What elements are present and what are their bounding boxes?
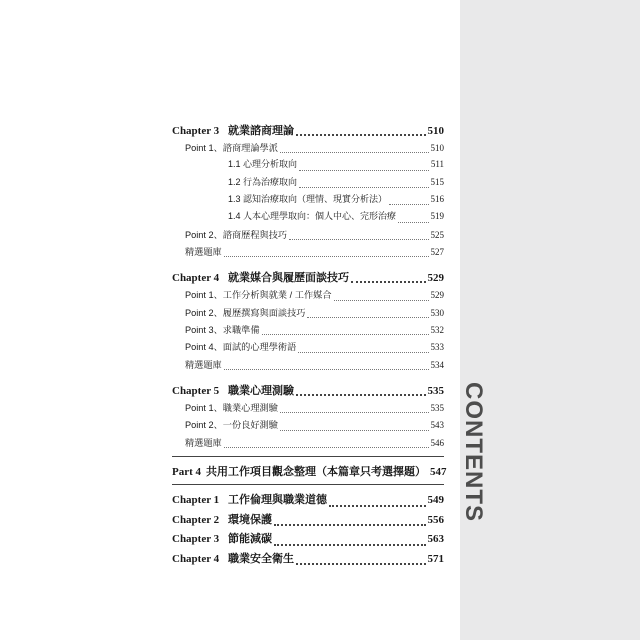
page-number: 571 xyxy=(427,552,444,565)
page-number: 519 xyxy=(430,211,444,222)
toc-point[interactable] xyxy=(172,339,444,356)
dot-leader xyxy=(224,255,429,257)
page-number: 547 xyxy=(430,466,447,479)
section-divider xyxy=(172,456,444,457)
chapter-title: 工作倫理與職業道德 xyxy=(228,494,327,507)
point-label: Point 3、求職準備 xyxy=(185,325,260,336)
part-title: 共用工作項目觀念整理（本篇章只考選擇題） xyxy=(206,466,426,479)
dot-leader xyxy=(296,133,426,136)
chapter-number: Chapter 4 xyxy=(172,552,220,565)
dot-leader xyxy=(274,523,426,526)
dot-leader xyxy=(289,238,428,240)
toc-point[interactable] xyxy=(172,227,444,244)
toc-part4-chapter-1[interactable] xyxy=(172,491,444,511)
page-number: 515 xyxy=(430,176,444,187)
toc-point[interactable] xyxy=(172,417,444,434)
chapter-number: Chapter 4 xyxy=(172,272,220,285)
point-label: Point 2、履歷撰寫與面談技巧 xyxy=(185,307,306,318)
dot-leader xyxy=(334,299,429,301)
point-label: Point 1、諮商理論學派 xyxy=(185,143,278,154)
toc-part4-chapter-2[interactable] xyxy=(172,511,444,531)
question-bank-label: 精選題庫 xyxy=(185,437,222,448)
page-number: 525 xyxy=(430,229,444,240)
dot-leader xyxy=(224,446,429,448)
page-number: 556 xyxy=(427,513,444,526)
page-number: 529 xyxy=(427,272,444,285)
point-label: Point 1、職業心理測驗 xyxy=(185,403,278,414)
page-number: 535 xyxy=(427,384,444,397)
chapter-title: 職業安全衛生 xyxy=(228,552,294,565)
dot-leader xyxy=(389,203,428,205)
toc-point[interactable] xyxy=(172,287,444,304)
page-number: 549 xyxy=(427,494,444,507)
page-number: 529 xyxy=(430,290,444,301)
page-number: 546 xyxy=(430,437,444,448)
toc-part4-chapter-3[interactable] xyxy=(172,530,444,550)
chapter-number: Chapter 1 xyxy=(172,494,220,507)
toc-point[interactable] xyxy=(172,305,444,322)
toc-part4-chapter-4[interactable] xyxy=(172,550,444,570)
subsection-label: 1.2 行為治療取向 xyxy=(228,176,298,187)
page-number: 532 xyxy=(430,325,444,336)
page-number: 510 xyxy=(427,125,444,137)
chapter-title: 環境保護 xyxy=(228,513,272,526)
question-bank-label: 精選題庫 xyxy=(185,246,222,257)
toc-question-bank[interactable] xyxy=(172,435,444,452)
toc-subsection[interactable] xyxy=(172,157,444,174)
point-label: Point 1、工作分析與就業 / 工作媒合 xyxy=(185,290,332,301)
toc-chapter-3[interactable] xyxy=(172,122,444,140)
chapter-number: Chapter 3 xyxy=(172,125,220,137)
page-number: 543 xyxy=(430,420,444,431)
page-number: 535 xyxy=(430,403,444,414)
dot-leader xyxy=(296,393,426,396)
page-number: 516 xyxy=(430,194,444,205)
page-number: 563 xyxy=(427,533,444,546)
point-label: Point 2、一份良好測驗 xyxy=(185,420,278,431)
page-number: 533 xyxy=(430,342,444,353)
dot-leader xyxy=(307,316,428,318)
toc-chapter-5[interactable] xyxy=(172,382,444,400)
toc-chapter-4[interactable] xyxy=(172,269,444,287)
chapter-number: Chapter 5 xyxy=(172,384,220,397)
spacer xyxy=(172,261,444,269)
toc-point[interactable] xyxy=(172,400,444,417)
dot-leader xyxy=(280,411,429,413)
chapter-number: Chapter 2 xyxy=(172,513,220,526)
chapter-title: 就業諮商理論 xyxy=(228,125,294,137)
page-number: 511 xyxy=(430,159,444,170)
page-number: 530 xyxy=(430,307,444,318)
sidebar xyxy=(460,0,640,640)
toc-point[interactable] xyxy=(172,140,444,157)
subsection-label: 1.1 心理分析取向 xyxy=(228,159,298,170)
toc-subsection[interactable] xyxy=(172,209,444,226)
toc-question-bank[interactable] xyxy=(172,244,444,261)
dot-leader xyxy=(298,351,428,353)
dot-leader xyxy=(351,280,426,283)
toc-part-4[interactable] xyxy=(172,463,447,480)
dot-leader xyxy=(296,562,426,565)
dot-leader xyxy=(274,543,426,546)
dot-leader xyxy=(329,504,426,507)
dot-leader xyxy=(398,221,428,223)
contents-label: CONTENTS xyxy=(460,382,487,522)
section-divider xyxy=(172,484,444,485)
subsection-label: 1.4 人本心理學取向：個人中心、完形治療 xyxy=(228,211,397,222)
chapter-title: 職業心理測驗 xyxy=(228,384,294,397)
point-label: Point 2、諮商歷程與技巧 xyxy=(185,229,288,240)
chapter-number: Chapter 3 xyxy=(172,533,220,546)
page-number: 534 xyxy=(430,359,444,370)
table-of-contents xyxy=(172,122,447,569)
dot-leader xyxy=(224,368,429,370)
part-number: Part 4 xyxy=(172,466,202,479)
dot-leader xyxy=(280,151,429,153)
toc-subsection[interactable] xyxy=(172,192,444,209)
toc-subsection[interactable] xyxy=(172,175,444,192)
page-number: 510 xyxy=(430,143,444,154)
spacer xyxy=(172,374,444,382)
dot-leader xyxy=(280,429,429,431)
point-label: Point 4、面試的心理學術語 xyxy=(185,342,297,353)
dot-leader xyxy=(299,186,428,188)
dot-leader xyxy=(262,333,429,335)
page-number: 527 xyxy=(430,246,444,257)
chapter-title: 就業媒合與履歷面談技巧 xyxy=(228,272,349,285)
chapter-title: 節能減碳 xyxy=(228,533,272,546)
subsection-label: 1.3 認知治療取向（理情、現實分析法） xyxy=(228,194,388,205)
toc-point[interactable] xyxy=(172,322,444,339)
dot-leader xyxy=(299,169,429,171)
toc-question-bank[interactable] xyxy=(172,357,444,374)
question-bank-label: 精選題庫 xyxy=(185,359,222,370)
